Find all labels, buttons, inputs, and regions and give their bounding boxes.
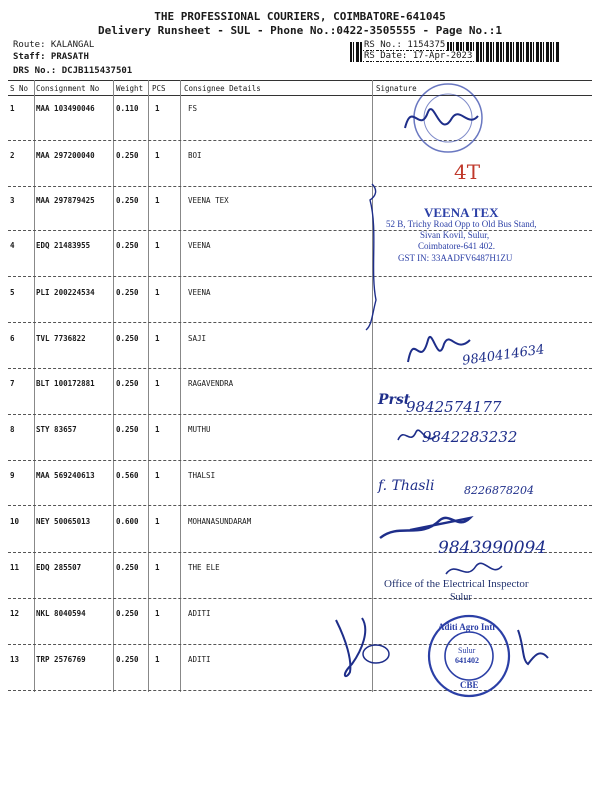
row-weight: 0.250 [116, 241, 139, 250]
row-pcs: 1 [155, 288, 160, 297]
aditi-stamp-center2: 641402 [455, 656, 479, 665]
veena-stamp-gst: GST IN: 33AADFV6487H1ZU [398, 253, 513, 263]
row-pcs: 1 [155, 517, 160, 526]
row-sno: 3 [10, 196, 15, 205]
company-title: THE PROFESSIONAL COURIERS, COIMBATORE-641045 [154, 10, 446, 23]
row-weight: 0.250 [116, 563, 139, 572]
rs-number: RS No.: 1154375 [364, 40, 446, 50]
row-consignee: BOI [188, 151, 202, 160]
phone-row7: 9842574177 [406, 398, 502, 416]
runsheet-subtitle: Delivery Runsheet - SUL - Phone No.:0422-3505555 - Page No.:1 [98, 24, 502, 37]
row-pcs: 1 [155, 334, 160, 343]
aditi-stamp-ring: Aditi Agro Intl [438, 622, 495, 632]
bracket-line [366, 184, 376, 330]
row-pcs: 1 [155, 379, 160, 388]
signature-row1 [405, 109, 478, 128]
veena-stamp-address2: Sivan Kovil, Sulur, [420, 230, 490, 240]
veena-stamp-address1: 52 B, Trichy Road Opp to Old Bus Stand, [386, 219, 537, 229]
col-pcs: PCS [152, 84, 166, 93]
row-pcs: 1 [155, 425, 160, 434]
row-weight: 0.560 [116, 471, 139, 480]
row-consignment: PLI 200224534 [36, 288, 95, 297]
row-sno: 7 [10, 379, 15, 388]
row-consignment: NKL 8040594 [36, 609, 86, 618]
signature-row13 [518, 630, 548, 664]
row-sno: 4 [10, 241, 15, 250]
col-consignee: Consignee Details [184, 84, 261, 93]
row-sno: 5 [10, 288, 15, 297]
signature-row7-initials: Prst [378, 392, 411, 408]
row-sno: 12 [10, 609, 20, 618]
small-circle-mark [363, 645, 389, 663]
row-weight: 0.110 [116, 104, 139, 113]
aditi-stamp-bottom: CBE [460, 680, 479, 690]
row-sno: 2 [10, 151, 15, 160]
row-sno: 9 [10, 471, 15, 480]
row-consignee: VEENA TEX [188, 196, 229, 205]
row-consignee: VEENA [188, 241, 211, 250]
row-consignment: MAA 297879425 [36, 196, 95, 205]
row-pcs: 1 [155, 563, 160, 572]
phone-row6: 9840414634 [461, 342, 546, 369]
veena-stamp-name: VEENA TEX [424, 205, 499, 220]
col-consignment: Consignment No [36, 84, 100, 93]
signature-row11 [446, 563, 502, 574]
aditi-stamp-center1: Sulur [458, 646, 476, 655]
row-consignment: MAA 297200040 [36, 151, 95, 160]
row-sno: 10 [10, 517, 20, 526]
row-consignee: VEENA [188, 288, 211, 297]
col-signature: Signature [376, 84, 417, 93]
rs-date: RS Date: 17-Apr-2023 [364, 51, 473, 61]
row-consignee: RAGAVENDRA [188, 379, 234, 388]
row-pcs: 1 [155, 151, 160, 160]
veena-stamp-address3: Coimbatore-641 402. [418, 241, 495, 251]
row-sno: 6 [10, 334, 15, 343]
row-consignment: TVL 7736822 [36, 334, 86, 343]
row-consignment: EDQ 285507 [36, 563, 82, 572]
row-consignee: THE ELE [188, 563, 220, 572]
row-weight: 0.250 [116, 379, 139, 388]
electrical-stamp-line2: Sulur [450, 592, 472, 603]
row-sno: 1 [10, 104, 15, 113]
row-consignee: ADITI [188, 655, 211, 664]
row-sno: 13 [10, 655, 20, 664]
signature-row6 [408, 337, 470, 362]
signature-row10 [380, 518, 470, 538]
row-pcs: 1 [155, 609, 160, 618]
row-pcs: 1 [155, 655, 160, 664]
staff-label: Staff: PRASATH [13, 52, 89, 62]
row-sno: 11 [10, 563, 20, 572]
col-weight: Weight [116, 84, 144, 93]
row-consignment: MAA 103490046 [36, 104, 95, 113]
row-consignment: TRP 2576769 [36, 655, 86, 664]
row-pcs: 1 [155, 241, 160, 250]
row-consignment: MAA 569240613 [36, 471, 95, 480]
row-weight: 0.250 [116, 334, 139, 343]
row-consignee: THALSI [188, 471, 216, 480]
row-consignee: FS [188, 104, 198, 113]
row-consignment: NEY 50065013 [36, 517, 91, 526]
row-weight: 0.600 [116, 517, 139, 526]
row-consignee: MUTHU [188, 425, 211, 434]
phone-row9: 8226878204 [464, 484, 534, 497]
row-consignee: SAJI [188, 334, 207, 343]
row-consignment: STY 83657 [36, 425, 77, 434]
name-row9: f. Thasli [378, 478, 435, 494]
row-weight: 0.250 [116, 288, 139, 297]
row-weight: 0.250 [116, 425, 139, 434]
row-pcs: 1 [155, 196, 160, 205]
electrical-stamp-line1: Office of the Electrical Inspector [384, 578, 529, 590]
row-pcs: 1 [155, 471, 160, 480]
phone-row10: 9843990094 [438, 538, 547, 558]
row2-mark: 4T [454, 160, 481, 184]
row-consignee: MOHANASUNDARAM [188, 517, 252, 526]
row-weight: 0.250 [116, 655, 139, 664]
row-weight: 0.250 [116, 151, 139, 160]
route-label: Route: KALANGAL [13, 40, 95, 50]
row-pcs: 1 [155, 104, 160, 113]
col-sno: S No [10, 84, 29, 93]
row-consignment: EDQ 21483955 [36, 241, 91, 250]
row-consignee: ADITI [188, 609, 211, 618]
row-sno: 8 [10, 425, 15, 434]
row-weight: 0.250 [116, 196, 139, 205]
phone-row8: 9842283232 [422, 428, 518, 446]
row-weight: 0.250 [116, 609, 139, 618]
signature-row12 [336, 618, 365, 676]
drs-number: DRS No.: DCJB115437501 [13, 66, 133, 76]
row-consignment: BLT 100172881 [36, 379, 95, 388]
